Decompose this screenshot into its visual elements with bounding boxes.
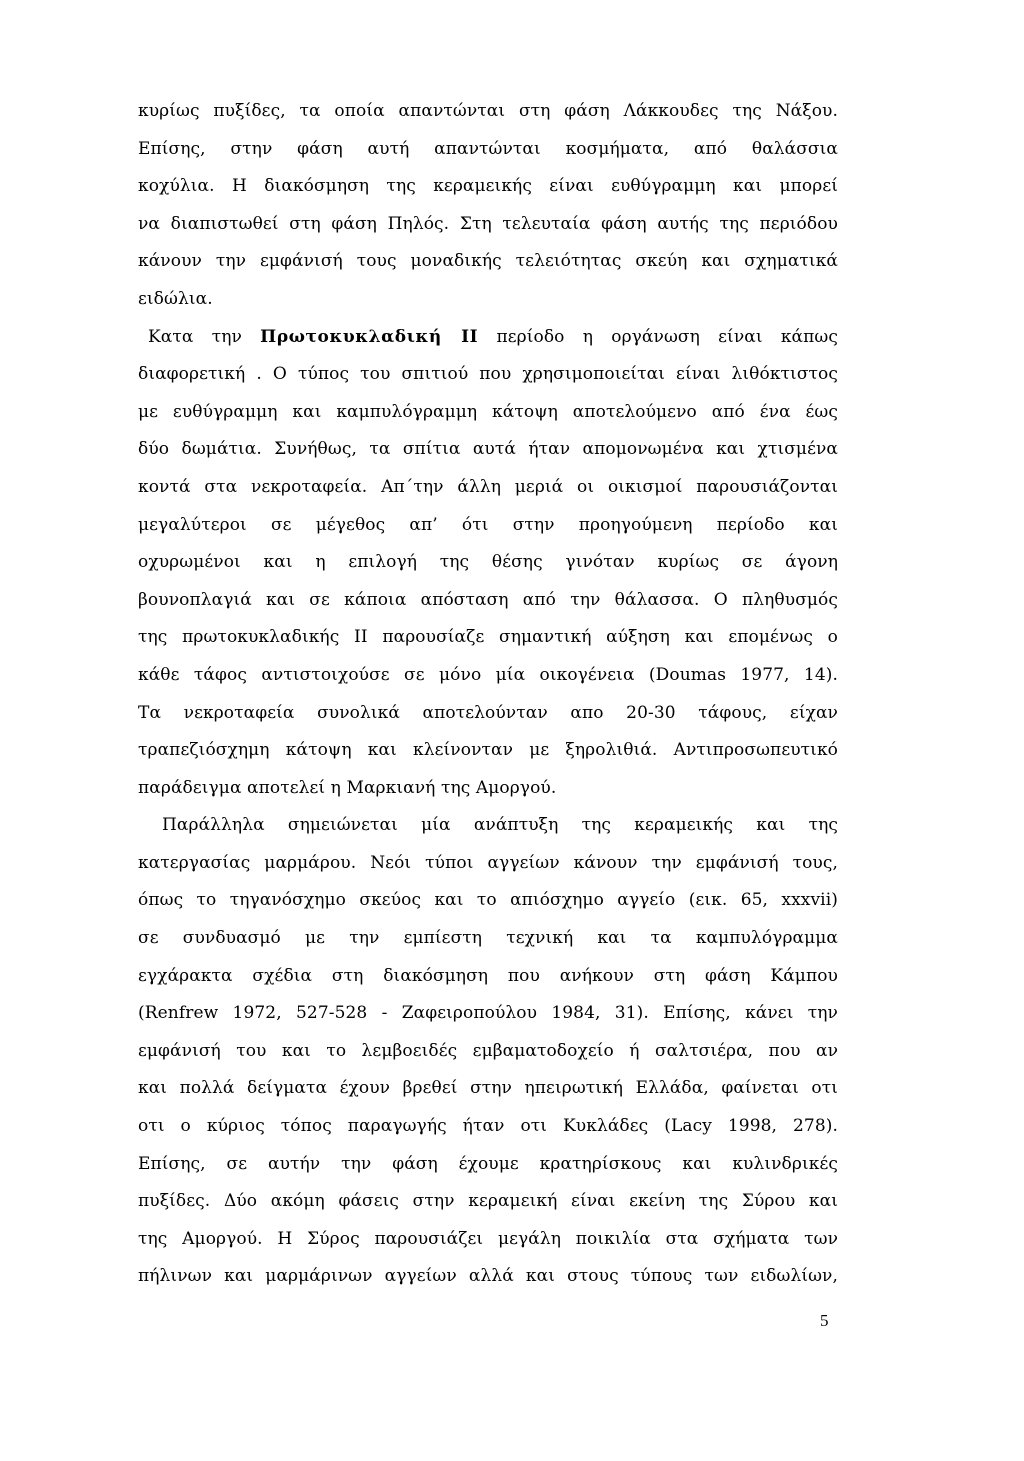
text-line-7-after: περίοδο η οργάνωση είναι κάπως [478, 326, 838, 347]
text-line-2: Επίσης, στην φάση αυτή απαντώνται κοσμήματα, από θαλάσσια [138, 138, 838, 159]
text-line-4: να διαπιστωθεί στη φάση Πηλός. Στη τελευταία φάση αυτής της περιόδου [138, 213, 838, 234]
text-line-9: με ευθύγραμμη και καμπυλόγραμμη κάτοψη αποτελούμενο από ένα έως [138, 401, 838, 422]
text-line-20: Παράλληλα σημειώνεται μία ανάπτυξη της κεραμεικής και της [162, 815, 838, 836]
text-line-24: εγχάρακτα σχέδια στη διακόσμηση που ανήκουν στη φάση Κάμπου [138, 965, 838, 986]
text-line-6: ειδώλια. [138, 288, 213, 309]
text-line-1: κυρίως πυξίδες, τα οποία απαντώνται στη φάση Λάκκουδες της Νάξου. [138, 101, 838, 121]
text-line-28: οτι ο κύριος τόπος παραγωγής ήταν οτι Κυκλάδες (Lacy 1998, 278). [138, 1116, 838, 1137]
page-number: 5 [820, 1311, 829, 1330]
period-heading-bold: Πρωτοκυκλαδική ΙΙ [260, 326, 479, 347]
text-line-5: κάνουν την εμφάνισή τους μοναδικής τελειότητας σκεύη και σχηματικά [138, 251, 838, 272]
text-line-11: κοντά στα νεκροταφεία. Απ΄την άλλη μεριά οι οικισμοί παρουσιάζονται [138, 476, 838, 497]
body-text [138, 93, 838, 1296]
text-line-19: παράδειγμα αποτελεί η Μαρκιανή της Αμοργού. [138, 777, 557, 798]
text-line-22: όπως το τηγανόσχημο σκεύος και το απιόσχημο αγγείο (εικ. 65, xxxvii) [138, 890, 838, 911]
text-line-12: μεγαλύτεροι σε μέγεθος απ’ ότι στην προηγούμενη περίοδο και [138, 514, 838, 535]
text-line-21: κατεργασίας μαρμάρου. Νεόι τύποι αγγείων κάνουν την εμφάνισή τους, [138, 852, 838, 873]
text-line-16: κάθε τάφος αντιστοιχούσε σε μόνο μία οικογένεια (Doumas 1977, 14). [138, 664, 838, 685]
text-line-14: βουνοπλαγιά και σε κάποια απόσταση από την θάλασσα. Ο πληθυσμός [138, 589, 838, 610]
text-line-18: τραπεζιόσχημη κάτοψη και κλείνονταν με ξηρολιθιά. Αντιπροσωπευτικό [138, 740, 838, 761]
text-line-15: της πρωτοκυκλαδικής ΙΙ παρουσίαζε σημαντική αύξηση και επομένως ο [138, 627, 838, 648]
text-line-13: οχυρωμένοι και η επιλογή της θέσης γινόταν κυρίως σε άγονη [138, 552, 838, 573]
text-line-7-before: Κατα την [148, 326, 261, 347]
text-line-23: σε συνδυασμό με την εμπίεστη τεχνική και τα καμπυλόγραμμα [138, 928, 838, 949]
text-line-25: (Renfrew 1972, 527-528 - Ζαφειροπούλου 1984, 31). Επίσης, κάνει την [138, 1003, 838, 1024]
text-line-27: και πολλά δείγματα έχουν βρεθεί στην ηπειρωτική Ελλάδα, φαίνεται οτι [138, 1078, 838, 1099]
text-line-17: Τα νεκροταφεία συνολικά αποτελούνταν απο 20-30 τάφους, είχαν [138, 702, 838, 723]
text-line-32: πήλινων και μαρμάρινων αγγείων αλλά και στους τύπους των ειδωλίων, [138, 1266, 838, 1287]
text-line-10: δύο δωμάτια. Συνήθως, τα σπίτια αυτά ήταν απομονωμένα και χτισμένα [138, 439, 838, 460]
text-line-7 [138, 319, 838, 357]
text-line-29: Επίσης, σε αυτήν την φάση έχουμε κρατηρίσκους και κυλινδρικές [138, 1153, 838, 1174]
text-line-3: κοχύλια. Η διακόσμηση της κεραμεικής είναι ευθύγραμμη και μπορεί [138, 176, 838, 197]
text-line-31: της Αμοργού. Η Σύρος παρουσιάζει μεγάλη ποικιλία στα σχήματα των [138, 1228, 838, 1249]
text-line-8: διαφορετική . Ο τύπος του σπιτιού που χρησιμοποιείται είναι λιθόκτιστος [138, 364, 838, 385]
text-line-30: πυξίδες. Δύο ακόμη φάσεις στην κεραμεική είναι εκείνη της Σύρου και [138, 1191, 838, 1212]
text-line-26: εμφάνισή του και το λεμβοειδές εμβαματοδοχείο ή σαλτσιέρα, που αν [138, 1040, 838, 1061]
